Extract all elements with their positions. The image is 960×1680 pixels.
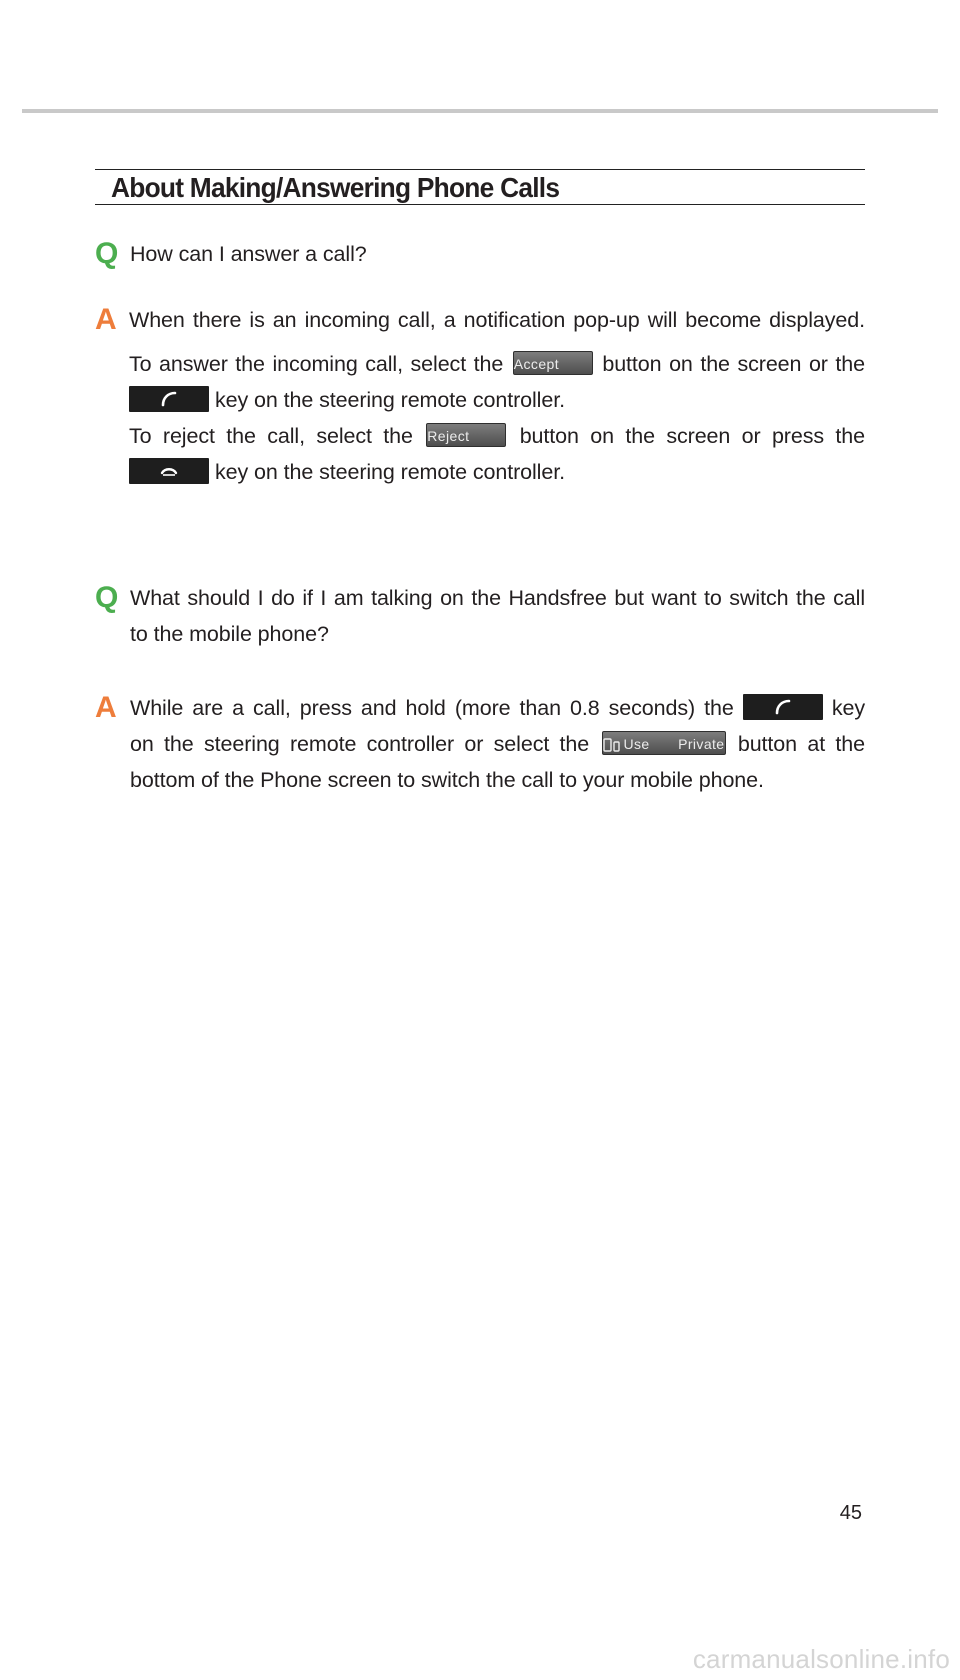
answer-1 <box>95 300 865 500</box>
question-1 <box>95 234 865 274</box>
page-number: 45 <box>839 1502 862 1524</box>
answer-line: When there is an incoming call, a notification pop-up will become displayed. <box>129 308 865 332</box>
phone-hangup-icon <box>159 462 179 480</box>
a-marker: A <box>95 303 117 336</box>
answer-line: key on the steering remote controller. <box>129 454 865 490</box>
phone-call-icon <box>159 390 179 408</box>
question-text: How can I answer a call? <box>130 242 367 266</box>
phone-call-key <box>743 694 823 720</box>
watermark: carmanualsonline.info <box>692 1644 950 1674</box>
q-marker: Q <box>95 237 119 270</box>
section-header <box>95 169 865 205</box>
answer-2 <box>95 688 865 808</box>
use-private-button[interactable]: Use Private <box>602 731 726 755</box>
answer-line: To reject the call, select the Reject button on the screen or press the <box>129 424 866 448</box>
q-marker: Q <box>95 581 119 614</box>
answer-line: on the steering remote controller or select the Use Private button at the <box>130 732 866 756</box>
mobile-transfer-icon <box>603 738 621 752</box>
a-marker: A <box>95 691 117 724</box>
phone-call-key <box>129 386 209 412</box>
phone-hangup-key <box>129 458 209 484</box>
question-text: What should I do if I am talking on the Handsfree but want to switch the call <box>130 586 865 610</box>
answer-line: key on the steering remote controller. <box>129 382 865 418</box>
phone-call-icon <box>773 698 793 716</box>
answer-line: While are a call, press and hold (more than 0.8 seconds) the key <box>130 696 865 720</box>
answer-line: To answer the incoming call, select the Accept button on the screen or the <box>129 352 865 376</box>
question-2 <box>95 578 865 658</box>
question-text: to the mobile phone? <box>130 622 329 646</box>
section-title: About Making/Answering Phone Calls <box>111 172 560 203</box>
answer-line: bottom of the Phone screen to switch the call to your mobile phone. <box>130 768 764 792</box>
reject-button[interactable]: Reject <box>426 423 506 447</box>
accept-button[interactable]: Accept <box>513 351 593 375</box>
top-rule <box>22 109 938 113</box>
